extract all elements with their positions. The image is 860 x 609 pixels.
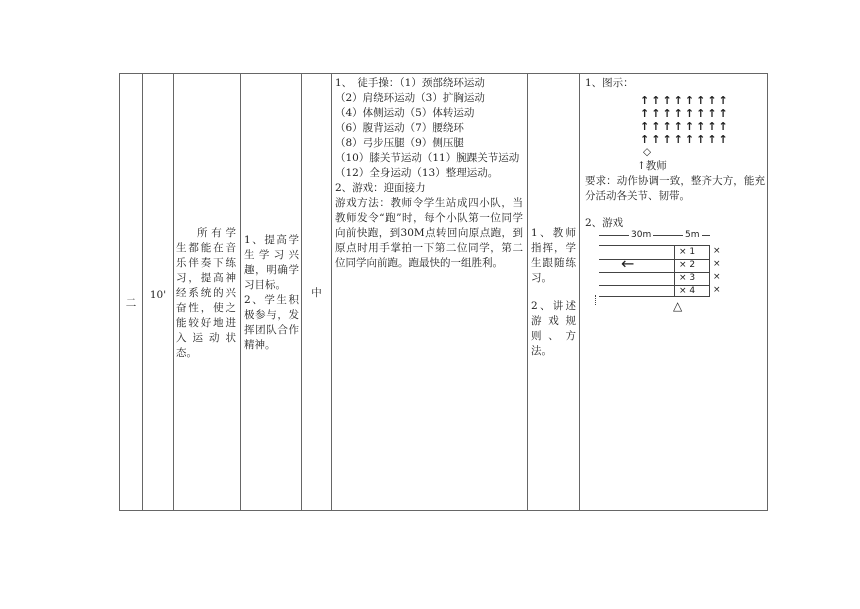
x-marks: × × × × [713,246,721,295]
content-line: （10）膝关节运动（11）腕踝关节运动 [335,152,520,164]
teacher-label: ↑教师 [637,160,667,172]
teacher-guidance [531,226,576,359]
organization-column [585,76,765,319]
guidance-item: 2、讲述游戏规则、方法。 [531,300,576,357]
student-formation [640,94,765,146]
objective-item: 1、提高学生学习兴趣，明确学习目标。 [244,234,299,291]
game-title: 2、游戏 [585,217,624,229]
distance-label: 30m [631,230,652,240]
relay-diagram [599,231,719,319]
lane-label: × 1 [679,247,696,257]
formation-row: ↑↑↑↑↑↑↑↑ [640,107,730,120]
game-method: 游戏方法：教师令学生站成四小队，当教师发令“跑”时，每个小队第一位同学向前快跑，到30M点转回向原点跑，到原点时用手掌拍一下第二位同学，第二位同学向前跑。跑最快的一组胜利。 [335,197,523,269]
col-divider [240,74,241,510]
content-line: 1、 徒手操：（1）颈部绕环运动 [335,77,485,89]
content-line: （12）全身运动（13）整理运动。 [335,167,499,179]
formation-row: ↑↑↑↑↑↑↑↑ [640,94,730,107]
student-activity: 所有学生都能在音乐伴奏下练习，提高神经系统的兴奋性，使之能较好地进入运动状态。 [176,227,236,359]
start-line [595,295,596,305]
section-number: 二 [125,297,137,309]
lesson-plan-table [119,73,768,511]
col-divider [331,74,332,510]
formation-row: ↑↑↑↑↑↑↑↑ [640,120,730,133]
content-line: 2、游戏：迎面接力 [335,182,426,194]
col-divider [527,74,528,510]
diagram-title: 1、图示： [585,77,634,89]
content-line: （6）腹背运动（7）腰绕环 [335,122,464,134]
col-divider [579,74,580,510]
content-line: （8）弓步压腿（9）侧压腿 [335,137,464,149]
objectives [244,233,299,353]
lane-label: × 3 [679,273,696,283]
teacher-marker-icon: ◇ [643,146,652,158]
guidance-item: 1、教师指挥，学生跟随练习。 [531,227,576,284]
lanes-box [599,245,710,297]
content-line: （4）体侧运动（5）体转运动 [335,107,475,119]
start-triangle-icon: △ [673,299,683,313]
requirement: 要求：动作协调一致，整齐大方，能充分活动各关节、韧带。 [585,175,765,202]
arrow-left-icon: ← [621,254,635,273]
col-divider [173,74,174,510]
lane-label: × 4 [679,286,696,296]
content-column [335,76,523,271]
turn-line [674,246,675,296]
formation-row: ↑↑↑↑↑↑↑↑ [640,133,730,146]
intensity: 中 [311,287,322,299]
objective-item: 2、学生积极参与，发挥团队合作精神。 [244,294,299,351]
duration: 10' [149,289,167,301]
distance-label: 5m [685,230,700,240]
content-line: （2）肩绕环运动（3）扩胸运动 [335,92,485,104]
lane-label: × 2 [679,260,696,270]
